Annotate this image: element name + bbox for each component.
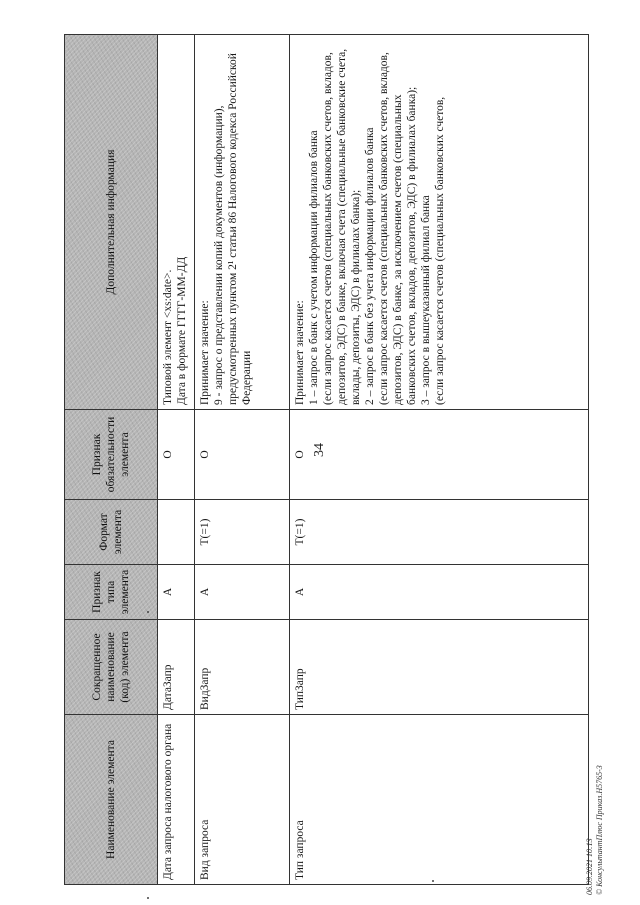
- header-element-name: Наименование элемента: [65, 715, 158, 885]
- cell-type: А: [158, 565, 195, 620]
- cell-name: Дата запроса налогового органа: [158, 715, 195, 885]
- cell-info: Принимает значение: 1 – запрос в банк с учетом информации филиалов банка (если запрос касается счетов (специальных банковских счетов, вкладов, депозитов, ЭДС) в банке, включая счета (специальные банковские счета, вклады, депозиты, ЭДС) в филиалах банка); 2 – запрос в банк без учета информации филиалов банка (если запрос касается счетов (специальных банковских счетов, вкладов, депозитов, ЭДС) в банке, за исключением счетов (специальных банковских счетов, вкладов, депозитов, ЭДС) в филиалах банка); 3 – запрос в вышеуказанный филиал банка (если запрос касается счетов (специальных банковских счетов,: [290, 35, 589, 410]
- cell-required: О: [195, 410, 290, 500]
- header-element-format: Формат элемента: [65, 500, 158, 565]
- cell-code: ВидЗапр: [195, 620, 290, 715]
- cell-name: Тип запроса: [290, 715, 589, 885]
- cell-format: T(=1): [195, 500, 290, 565]
- scan-speck: [432, 880, 434, 882]
- header-additional-info: Дополнительная информация: [65, 35, 158, 410]
- rotated-page-content: [64, 35, 589, 885]
- footer-source: © КонсультантПлюс Приказ.Н5765-3: [595, 765, 604, 895]
- footer-timestamp: 06.09.2021 10:13: [585, 838, 594, 895]
- scan-speck: [147, 897, 149, 899]
- cell-code: ТипЗапр: [290, 620, 589, 715]
- footer-stamp: [585, 755, 605, 895]
- table-row: [195, 35, 290, 885]
- cell-format: T(=1): [290, 500, 589, 565]
- cell-required: О: [290, 410, 589, 500]
- table-row: [158, 35, 195, 885]
- cell-info: Типовой элемент <xs:date>. Дата в формате ГГГГ-ММ-ДД: [158, 35, 195, 410]
- scan-speck: [147, 611, 149, 613]
- table-header-row: [65, 35, 158, 885]
- cell-name: Вид запроса: [195, 715, 290, 885]
- header-element-required: Признак обязательности элемента: [65, 410, 158, 500]
- header-element-code: Сокращенное наименование (код) элемента: [65, 620, 158, 715]
- cell-required: О: [158, 410, 195, 500]
- cell-code: ДатаЗапр: [158, 620, 195, 715]
- cell-info: Принимает значение: 9 - запрос о представлении копий документов (информации), предусмотренных пунктом 2¹ статьи 86 Налогового кодекса Российской Федерации: [195, 35, 290, 410]
- page-number: 34: [312, 443, 327, 457]
- cell-type: А: [195, 565, 290, 620]
- table-row: [290, 35, 589, 885]
- header-element-type: Признак типа элемента: [65, 565, 158, 620]
- element-spec-table: [64, 34, 589, 885]
- cell-format: [158, 500, 195, 565]
- cell-type: А: [290, 565, 589, 620]
